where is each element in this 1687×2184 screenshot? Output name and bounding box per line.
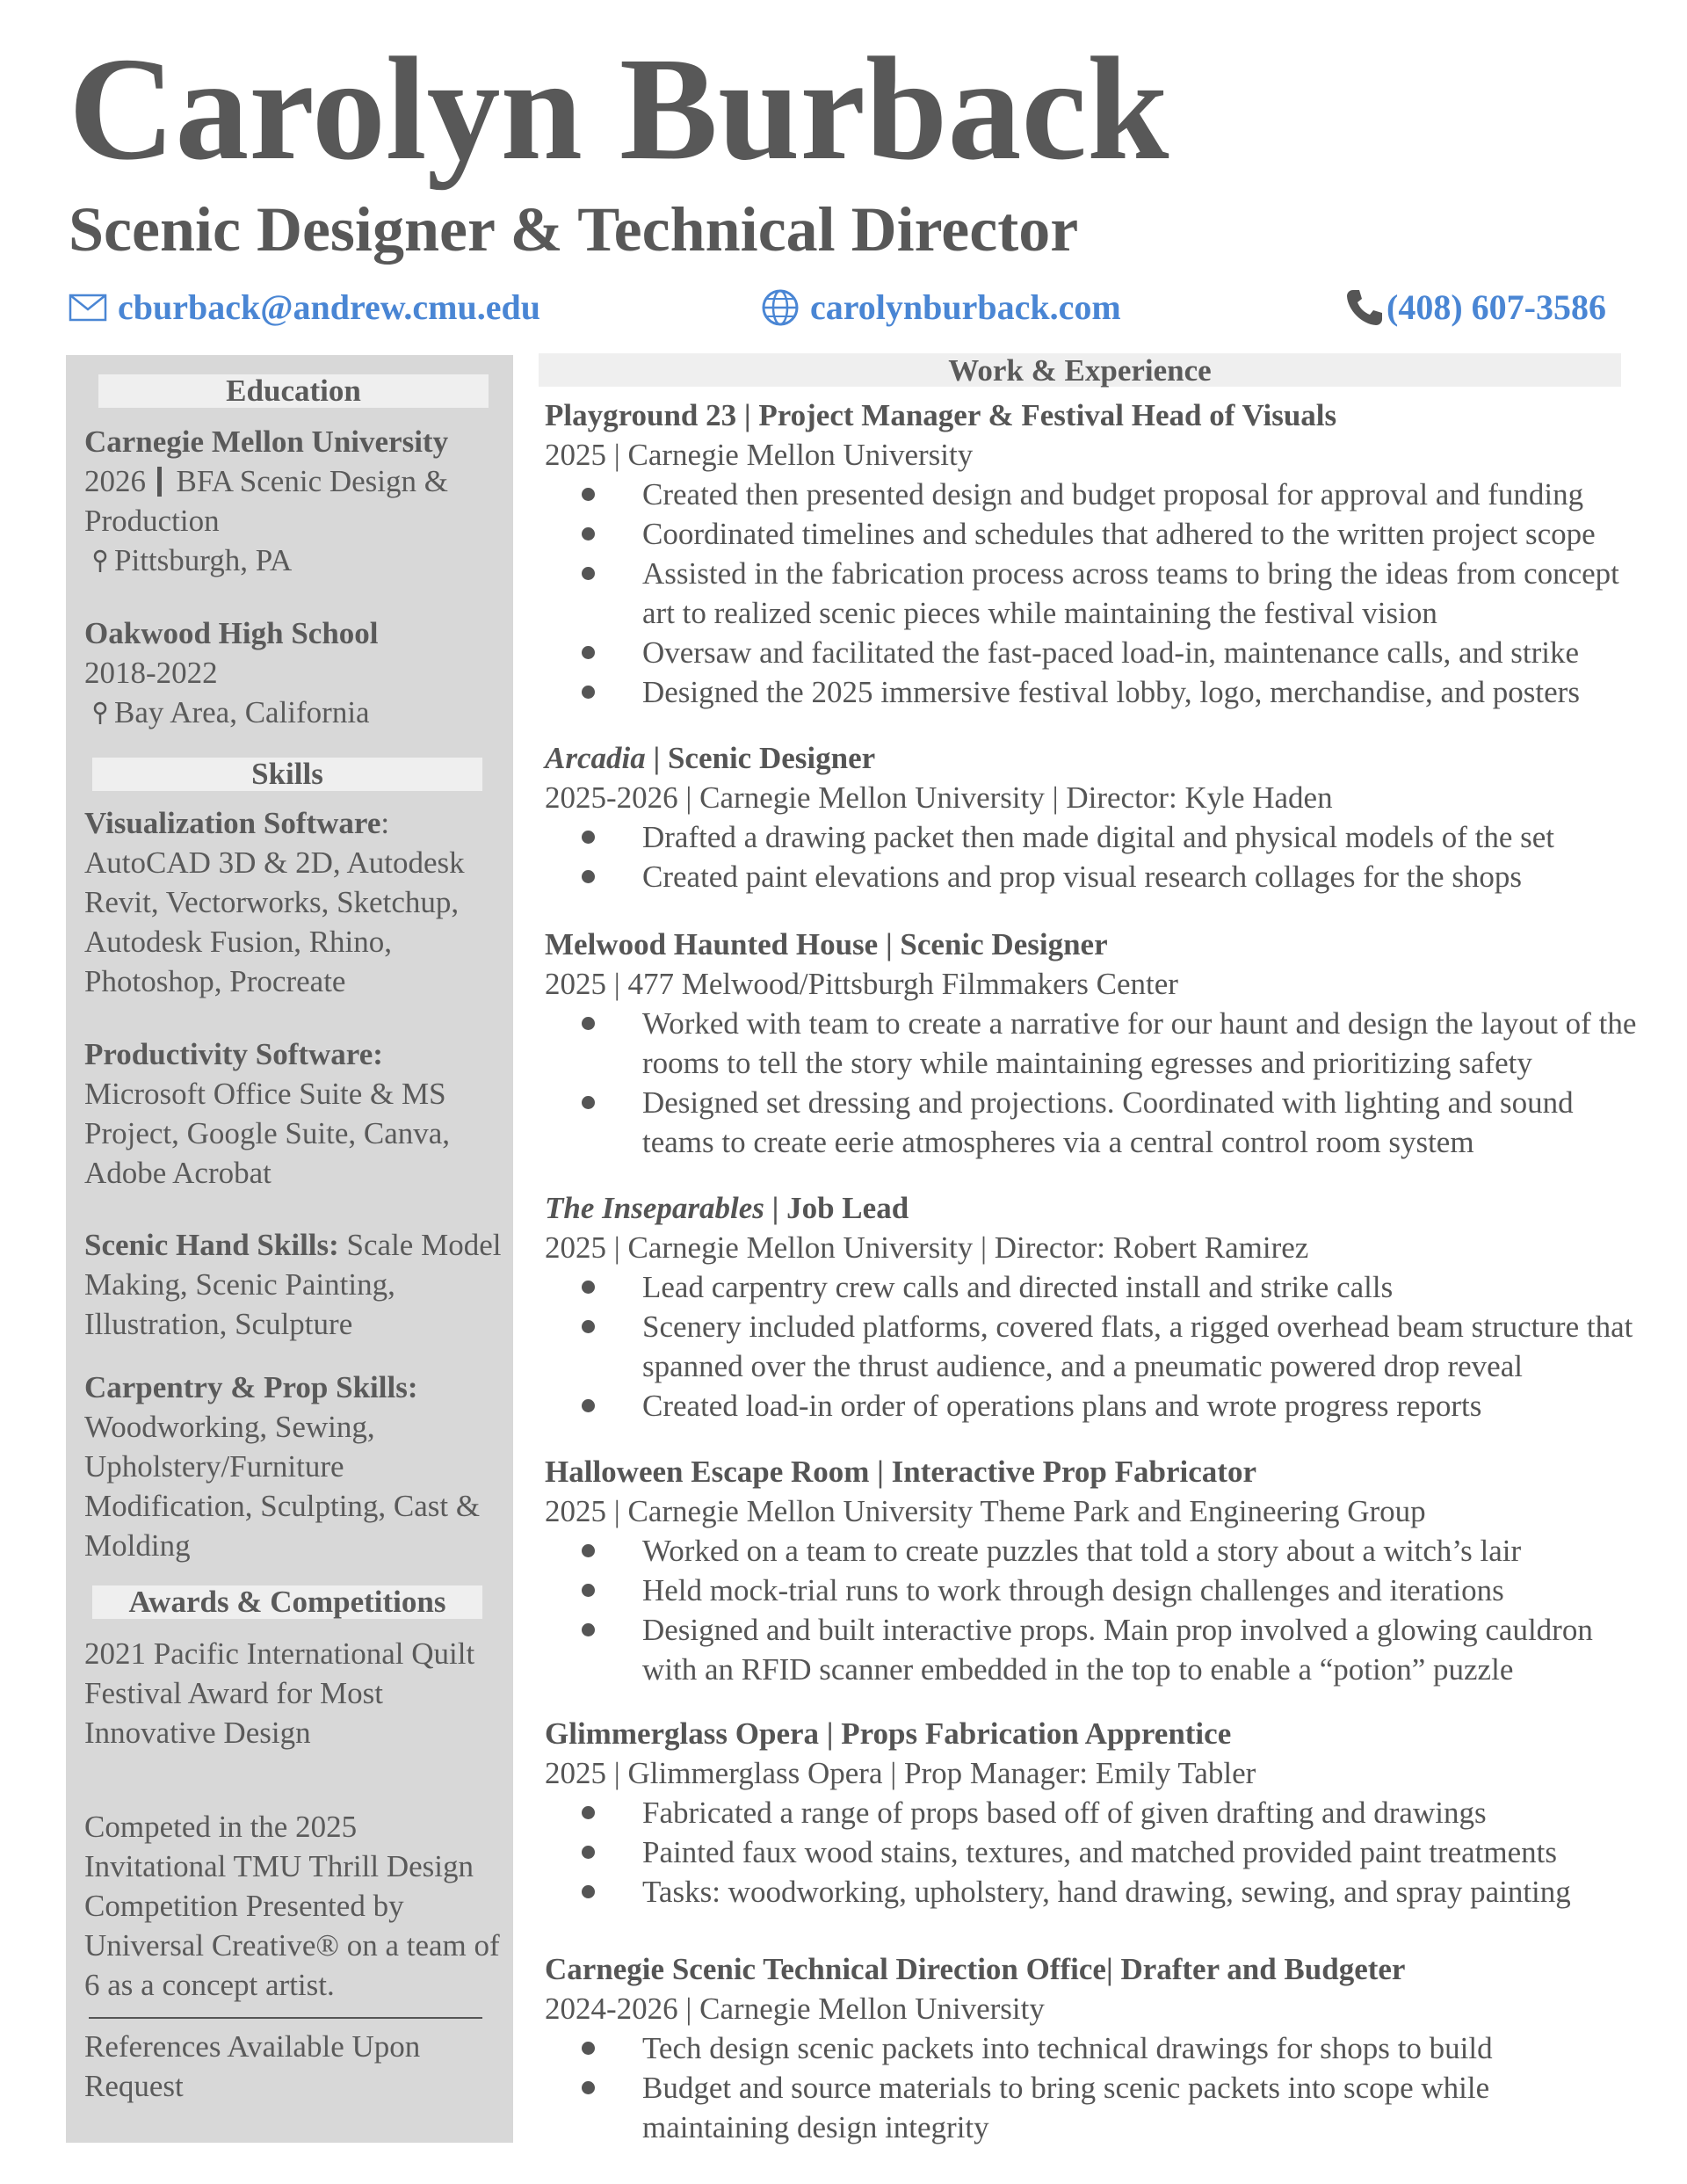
skill-group: [84, 1034, 506, 1193]
bullet-dot: [582, 1399, 595, 1412]
job-bullet: [545, 1531, 1643, 1571]
skill-label: Carpentry & Prop Skills:: [84, 1370, 418, 1404]
email-contact[interactable]: [69, 286, 540, 330]
location-pin-icon: [91, 700, 109, 725]
job-bullet: [545, 1083, 1643, 1162]
education-year: 2018-2022: [84, 656, 218, 690]
job-bullet: [545, 1832, 1643, 1872]
job-bullet: [545, 1267, 1643, 1307]
job-title: [545, 1452, 1643, 1491]
bullet-text: Tasks: woodworking, upholstery, hand drawing, sewing, and spray painting: [642, 1875, 1571, 1909]
award-item: Competed in the 2025 Invitational TMU Thrill Design Competition Presented by Universal Creative® on a team of 6 as a concept artist.: [84, 1810, 500, 2002]
education-heading: Education: [98, 374, 489, 408]
bullet-text: Drafted a drawing packet then made digital and physical models of the set: [642, 820, 1554, 854]
job-bullet: [545, 672, 1643, 712]
job-title: [545, 395, 1643, 435]
bullet-dot: [582, 567, 595, 580]
sidebar-divider: [89, 2017, 482, 2019]
title-separator: |: [1105, 1952, 1121, 1986]
job-title: [545, 1949, 1643, 1989]
bullet-dot: [582, 870, 595, 883]
job-meta: 2025 | Carnegie Mellon University Theme Park and Engineering Group: [545, 1494, 1426, 1528]
job-name: Carnegie Scenic Technical Direction Office: [545, 1952, 1106, 1986]
job-entry: [545, 738, 1643, 896]
job-bullets: [545, 475, 1643, 712]
job-bullet: [545, 1004, 1643, 1083]
bullet-text: Assisted in the fabrication process across teams to bring the ideas from concept art to realized scenic pieces while maintaining the festival vision: [642, 556, 1619, 630]
school-name: Carnegie Mellon University: [84, 424, 449, 459]
bullet-text: Lead carpentry crew calls and directed install and strike calls: [642, 1270, 1394, 1304]
bullet-text: Designed and built interactive props. Main prop involved a glowing cauldron with an RFID scanner embedded in the top to enable a “potion” puzzle: [642, 1613, 1593, 1687]
resume-subtitle: Scenic Designer & Technical Director: [69, 194, 1079, 265]
education-item: [84, 613, 506, 732]
award-item: 2021 Pacific International Quilt Festival Award for Most Innovative Design: [84, 1636, 475, 1750]
job-bullet: [545, 1307, 1643, 1386]
bullet-text: Designed the 2025 immersive festival lobby, logo, merchandise, and posters: [642, 675, 1580, 709]
bullet-dot: [582, 1885, 595, 1898]
job-name: Arcadia: [545, 741, 646, 775]
bullet-dot: [582, 1320, 595, 1333]
job-entry: [545, 1949, 1643, 2147]
bullet-dot: [582, 1096, 595, 1109]
skill-label: Productivity Software:: [84, 1037, 383, 1071]
job-meta: 2025 | Glimmerglass Opera | Prop Manager: Emily Tabler: [545, 1756, 1256, 1790]
work-experience-heading: Work & Experience: [539, 353, 1621, 387]
job-role: Project Manager & Festival Head of Visuals: [758, 398, 1337, 432]
job-bullet: [545, 2068, 1643, 2147]
education-degree: BFA Scenic Design & Production: [84, 464, 448, 538]
phone-contact[interactable]: [1344, 286, 1606, 330]
skills-heading: Skills: [92, 758, 482, 791]
job-title: [545, 1188, 1643, 1228]
job-name: Melwood Haunted House: [545, 927, 879, 961]
bullet-dot: [582, 1806, 595, 1819]
bullet-text: Held mock-trial runs to work through design challenges and iterations: [642, 1573, 1504, 1607]
email-link[interactable]: cburback@andrew.cmu.edu: [118, 287, 540, 327]
bullet-text: Created then presented design and budget proposal for approval and funding: [642, 477, 1584, 512]
job-name: Halloween Escape Room: [545, 1455, 870, 1489]
education-location: Bay Area, California: [114, 695, 370, 729]
job-name: The Inseparables: [545, 1191, 764, 1225]
title-separator: |: [878, 927, 901, 961]
job-role: Drafter and Budgeter: [1120, 1952, 1406, 1986]
title-separator: |: [819, 1716, 842, 1751]
bullet-dot: [582, 1017, 595, 1030]
job-bullet: [545, 554, 1643, 633]
bullet-text: Painted faux wood stains, textures, and matched provided paint treatments: [642, 1835, 1557, 1869]
mail-icon: [69, 294, 107, 322]
skill-text: Microsoft Office Suite & MS Project, Google Suite, Canva, Adobe Acrobat: [84, 1077, 451, 1190]
job-bullet: [545, 1571, 1643, 1610]
bullet-text: Scenery included platforms, covered flats, a rigged overhead beam structure that spanned over the thrust audience, and a pneumatic powered drop reveal: [642, 1310, 1633, 1383]
job-name: Playground 23: [545, 398, 737, 432]
bullet-dot: [582, 2081, 595, 2094]
job-role: Interactive Prop Fabricator: [891, 1455, 1256, 1489]
title-separator: |: [736, 398, 759, 432]
website-contact[interactable]: [761, 286, 1121, 330]
bullet-text: Worked with team to create a narrative for our haunt and design the layout of the rooms to tell the story while maintaining egresses and prioritizing safety: [642, 1006, 1637, 1080]
job-bullet: [545, 2028, 1643, 2068]
job-entry: [545, 1188, 1643, 1426]
job-bullet: [545, 1793, 1643, 1832]
job-bullet: [545, 514, 1643, 554]
job-bullets: [545, 2028, 1643, 2147]
bullet-text: Created load-in order of operations plans and wrote progress reports: [642, 1389, 1482, 1423]
job-meta: 2025 | Carnegie Mellon University | Director: Robert Ramirez: [545, 1230, 1309, 1265]
education-location: Pittsburgh, PA: [114, 543, 293, 577]
job-bullet: [545, 1872, 1643, 1912]
job-bullet: [545, 1386, 1643, 1426]
bullet-text: Oversaw and facilitated the fast-paced load-in, maintenance calls, and strike: [642, 635, 1580, 670]
education-item: [84, 422, 506, 580]
job-role: Scenic Designer: [667, 741, 876, 775]
bullet-dot: [582, 1544, 595, 1557]
education-year: 2026: [84, 464, 146, 498]
bullet-text: Tech design scenic packets into technical drawings for shops to build: [642, 2031, 1493, 2065]
phone-link[interactable]: (408) 607-3586: [1387, 287, 1606, 327]
job-title: [545, 1714, 1643, 1753]
bullet-text: Created paint elevations and prop visual research collages for the shops: [642, 860, 1523, 894]
bullet-dot: [582, 527, 595, 541]
sidebar: [66, 355, 513, 2143]
bullet-dot: [582, 1281, 595, 1294]
job-role: Job Lead: [786, 1191, 909, 1225]
bullet-dot: [582, 488, 595, 501]
job-title: [545, 925, 1643, 964]
job-meta: 2025 | Carnegie Mellon University: [545, 438, 974, 472]
skill-text: Scale Model Making, Scenic Painting, Illustration, Sculpture: [84, 1228, 502, 1341]
job-bullet: [545, 817, 1643, 857]
bullet-text: Worked on a team to create puzzles that told a story about a witch’s lair: [642, 1534, 1522, 1568]
skill-text: Woodworking, Sewing, Upholstery/Furniture Modification, Sculpting, Cast & Molding: [84, 1410, 481, 1563]
skill-group: [84, 1225, 506, 1344]
bullet-dot: [582, 686, 595, 699]
bullet-text: Budget and source materials to bring scenic packets into scope while maintaining design integrity: [642, 2071, 1490, 2144]
job-bullet: [545, 475, 1643, 514]
job-entry: [545, 1714, 1643, 1912]
references-note: References Available Upon Request: [84, 2029, 421, 2103]
bullet-dot: [582, 646, 595, 659]
title-separator: |: [869, 1455, 892, 1489]
separator-bar: [157, 467, 162, 497]
job-bullets: [545, 817, 1643, 896]
job-meta: 2024-2026 | Carnegie Mellon University: [545, 1992, 1045, 2026]
resume-name: Carolyn Burback: [69, 27, 1169, 191]
skill-group: [84, 1368, 506, 1565]
location-pin-icon: [91, 548, 109, 573]
job-bullets: [545, 1004, 1643, 1162]
job-entry: [545, 395, 1643, 712]
job-role: Props Fabrication Apprentice: [841, 1716, 1232, 1751]
job-bullet: [545, 1610, 1643, 1689]
bullet-dot: [582, 2042, 595, 2055]
job-meta: 2025-2026 | Carnegie Mellon University | Director: Kyle Haden: [545, 780, 1333, 815]
job-name: Glimmerglass Opera: [545, 1716, 820, 1751]
job-meta: 2025 | 477 Melwood/Pittsburgh Filmmakers Center: [545, 967, 1178, 1001]
awards-heading: Awards & Competitions: [92, 1585, 482, 1619]
skill-text: AutoCAD 3D & 2D, Autodesk Revit, Vectorworks, Sketchup, Autodesk Fusion, Rhino, Photoshop, Procreate: [84, 845, 465, 998]
bullet-text: Fabricated a range of props based off of given drafting and drawings: [642, 1796, 1487, 1830]
phone-icon: [1344, 287, 1385, 328]
website-link[interactable]: carolynburback.com: [810, 287, 1121, 327]
title-separator: |: [645, 741, 668, 775]
globe-icon: [761, 288, 800, 327]
skill-group: Visualization Software: AutoCAD 3D & 2D, Autodesk Revit, Vectorworks, Sketchup, Autodesk Fusion, Rhino, Photoshop, Procreate: [84, 806, 465, 998]
bullet-text: Designed set dressing and projections. Coordinated with lighting and sound teams to create eerie atmospheres via a central control room system: [642, 1085, 1574, 1159]
school-name: Oakwood High School: [84, 616, 379, 650]
bullet-dot: [582, 831, 595, 844]
job-bullet: [545, 857, 1643, 896]
bullet-dot: [582, 1584, 595, 1597]
skill-label: Scenic Hand Skills:: [84, 1228, 339, 1262]
job-entry: [545, 1452, 1643, 1689]
bullet-dot: [582, 1623, 595, 1636]
job-bullets: [545, 1531, 1643, 1689]
job-bullets: [545, 1267, 1643, 1426]
job-bullets: [545, 1793, 1643, 1912]
job-bullet: [545, 633, 1643, 672]
title-separator: |: [764, 1191, 787, 1225]
bullet-text: Coordinated timelines and schedules that adhered to the written project scope: [642, 517, 1596, 551]
job-role: Scenic Designer: [900, 927, 1108, 961]
job-entry: [545, 925, 1643, 1162]
job-title: [545, 738, 1643, 778]
skill-label: Visualization Software: [84, 806, 381, 840]
bullet-dot: [582, 1846, 595, 1859]
